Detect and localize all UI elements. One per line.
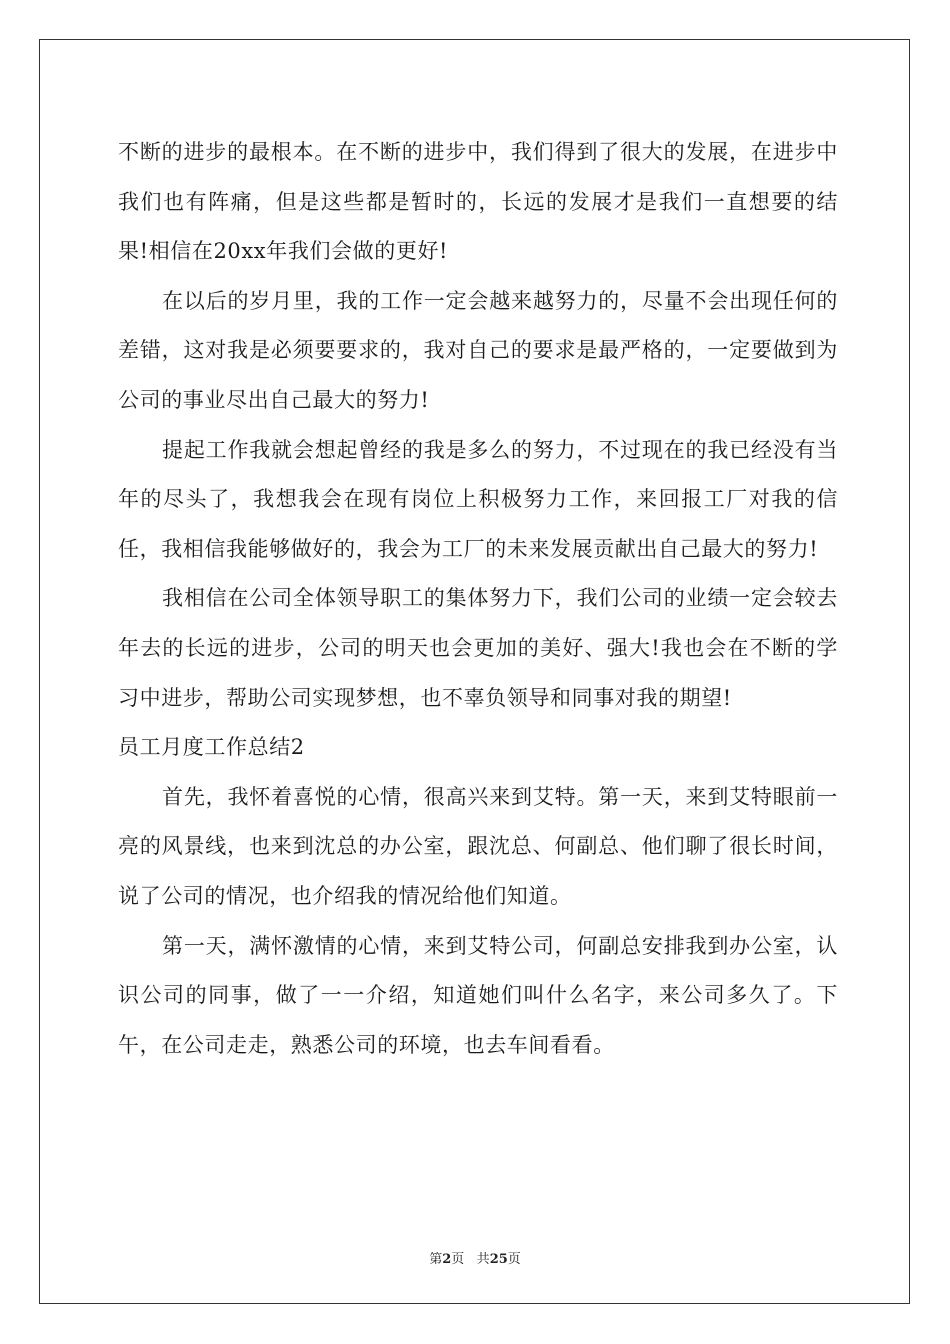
section-paragraph-2: 第一天，满怀激情的心情，来到艾特公司，何副总安排我到办公室，认识公司的同事，做了一一介绍，知道她们叫什么名字，来公司多久了。下午，在公司走走，熟悉公司的环境，也去车间看看。 (118, 933, 838, 1057)
paragraph-4: 我相信在公司全体领导职工的集体努力下，我们公司的业绩一定会较去年去的长远的进步，公司的明天也会更加的美好、强大!我也会在不断的学习中进步，帮助公司实现梦想，也不辜负领导和同事对我的期望! (118, 586, 838, 710)
section-title: 员工月度工作总结2 (118, 735, 305, 760)
page-footer (0, 1248, 950, 1267)
footer-total-prefix: 共 (476, 1252, 490, 1267)
footer-total-suffix: 页 (507, 1252, 521, 1267)
footer-prefix: 第 (429, 1252, 443, 1267)
paragraph-1: 不断的进步的最根本。在不断的进步中，我们得到了很大的发展，在进步中我们也有阵痛，但是这些都是暂时的，长远的发展才是我们一直想要的结果!相信在20xx年我们会做的更好! (118, 140, 838, 264)
footer-total-pages: 25 (489, 1252, 508, 1267)
paragraph-2: 在以后的岁月里，我的工作一定会越来越努力的，尽量不会出现任何的差错，这对我是必须要要求的，我对自己的要求是最严格的，一定要做到为公司的事业尽出自己最大的努力! (118, 288, 838, 412)
section-paragraph-1: 首先，我怀着喜悦的心情，很高兴来到艾特。第一天，来到艾特眼前一亮的风景线，也来到沈总的办公室，跟沈总、何副总、他们聊了很长时间，说了公司的情况，也介绍我的情况给他们知道。 (118, 784, 838, 908)
footer-page-suffix: 页 (451, 1252, 465, 1267)
footer-current-page: 2 (442, 1252, 452, 1267)
paragraph-3: 提起工作我就会想起曾经的我是多么的努力，不过现在的我已经没有当年的尽头了，我想我会在现有岗位上积极努力工作，来回报工厂对我的信任，我相信我能够做好的，我会为工厂的未来发展贡献出自己最大的努力! (118, 437, 838, 561)
document-body (118, 128, 838, 1070)
